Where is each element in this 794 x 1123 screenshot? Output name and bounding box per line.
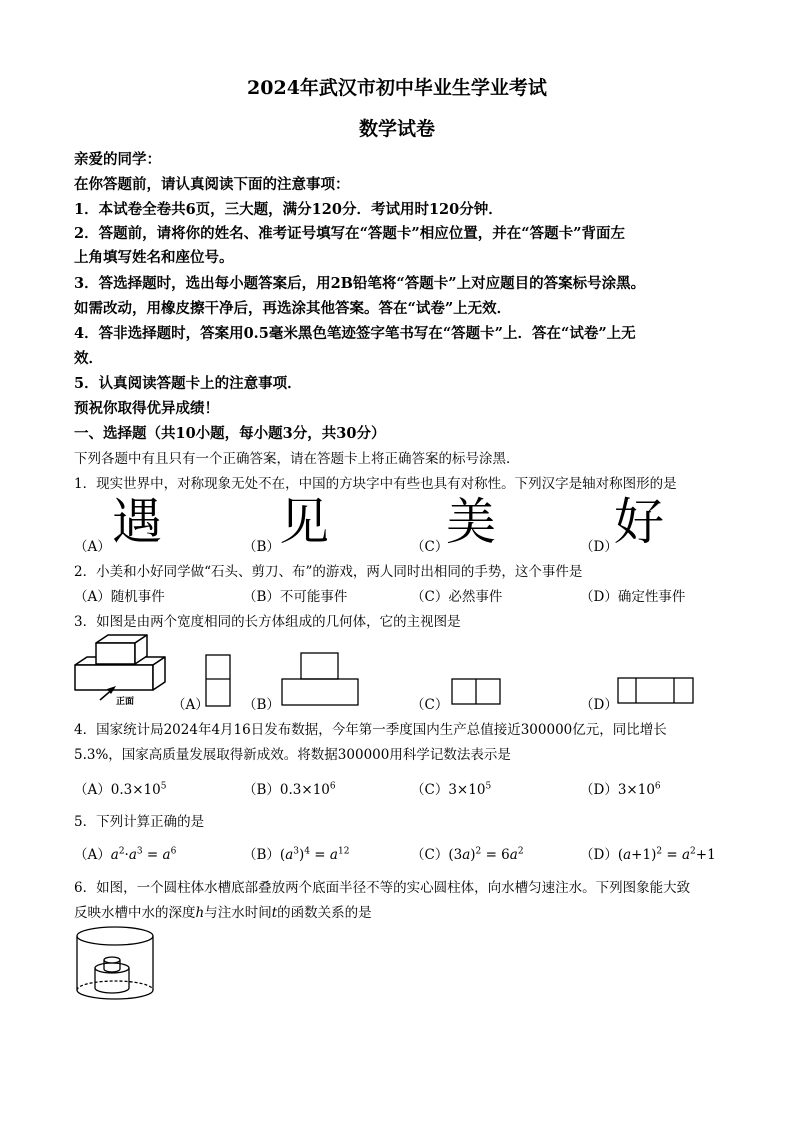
wish: 预祝你取得优异成绩！ [74,400,219,417]
greeting: 亲爱的同学： [74,151,161,168]
q3-option-label: （D） [580,697,618,713]
q5-option-a: $(A)a^2\cdot a^3 = a^6$ [74,846,177,863]
notice-line: 3．答选择题时，选出每小题答案后，用2B铅笔将“答题卡”上对应题目的答案标号涂黑。 [74,275,646,292]
q2-option: （C）必然事件 [411,589,503,605]
q1-option-label: （D） [580,539,618,555]
q5-option-b: $(B)(a^3)^4 = a^{12}$ [243,846,350,863]
notice-line: 4．答非选择题时，答案用0.5毫米黑色笔迹签字笔书写在“答题卡”上．答在“试卷”上无 [74,325,636,342]
q1-option-label: （A） [74,539,111,555]
front-view-label: 正面 [116,697,135,707]
notice-line: 效． [74,350,103,367]
q4-stem: 4．国家统计局2024年4月16日发布数据，今年第一季度国内生产总值接近300000亿元，同比增长 [74,722,667,738]
q5-option-d: $(D)(a+1)^2 = a^2+1$ [580,846,716,863]
q2-option: （A）随机事件 [74,589,165,605]
section-heading: 一、选择题（共10小题，每小题3分，共30分） [74,425,386,442]
q3-option-a-figure [205,654,231,707]
q1-option-char: 美 [446,493,496,551]
notice-line: 上角填写姓名和座位号。 [74,249,234,266]
q4-option: $(A)0.3\times 10^5$ [74,781,167,798]
q6-stem: 反映水槽中水的深度h与注水时间t的函数关系的是 [74,905,372,921]
notice-line: 5．认真阅读答题卡上的注意事项． [74,375,302,392]
exam-subtitle: 数学试卷 [358,118,435,140]
q4-option: $(D)3\times 10^6$ [580,781,661,798]
notice-line: 2．答题前，请将你的姓名、准考证号填写在“答题卡”相应位置，并在“答题卡”背面左 [74,225,625,242]
q5-stem: 5．下列计算正确的是 [74,814,205,830]
q1-option-char: 遇 [112,493,162,551]
q3-option-label: （B） [243,697,280,713]
q6-stem: 6．如图，一个圆柱体水槽底部叠放两个底面半径不等的实心圆柱体，向水槽匀速注水。下列图象能大致 [74,880,691,896]
q4-option: $(C)3\times 10^5$ [411,781,492,798]
q6-water-tank-figure [74,924,156,1004]
q3-option-b-figure [281,652,359,706]
notice-intro: 在你答题前，请认真阅读下面的注意事项： [74,176,350,193]
q1-option-char: 见 [279,493,329,551]
q3-option-label: （C） [411,697,449,713]
notice-line: 如需改动，用橡皮擦干净后，再选涂其他答案。答在“试卷”上无效． [74,300,512,317]
q2-option: （D）确定性事件 [580,589,686,605]
q4-option: $(B)0.3\times 10^6$ [243,781,336,798]
q2-option: （B）不可能事件 [243,589,348,605]
q3-option-d-figure [617,677,694,704]
q3-option-c-figure [451,678,501,705]
notice-line: 1．本试卷全卷共6页，三大题，满分120分．考试用时120分钟． [74,201,503,218]
exam-title: 2024年武汉市初中毕业生学业考试 [247,77,547,99]
section-instruction: 下列各题中有且只有一个正确答案，请在答题卡上将正确答案的标号涂黑． [74,451,520,467]
q3-option-label: （A） [172,697,209,713]
q4-stem: 5.3%，国家高质量发展取得新成效。将数据300000用科学记数法表示是 [74,747,511,763]
q1-option-label: （B） [243,539,280,555]
q5-option-c: $(C)(3a)^2 = 6a^2$ [411,846,524,863]
q1-stem: 1．现实世界中，对称现象无处不在，中国的方块字中有些也具有对称性。下列汉字是轴对称图形的是 [74,476,677,492]
q2-stem: 2．小美和小好同学做“石头、剪刀、布”的游戏，两人同时出相同的手势，这个事件是 [74,564,583,580]
q3-stem: 3．如图是由两个宽度相同的长方体组成的几何体，它的主视图是 [74,614,461,630]
q1-option-char: 好 [614,493,664,551]
q1-option-label: （C） [411,539,449,555]
